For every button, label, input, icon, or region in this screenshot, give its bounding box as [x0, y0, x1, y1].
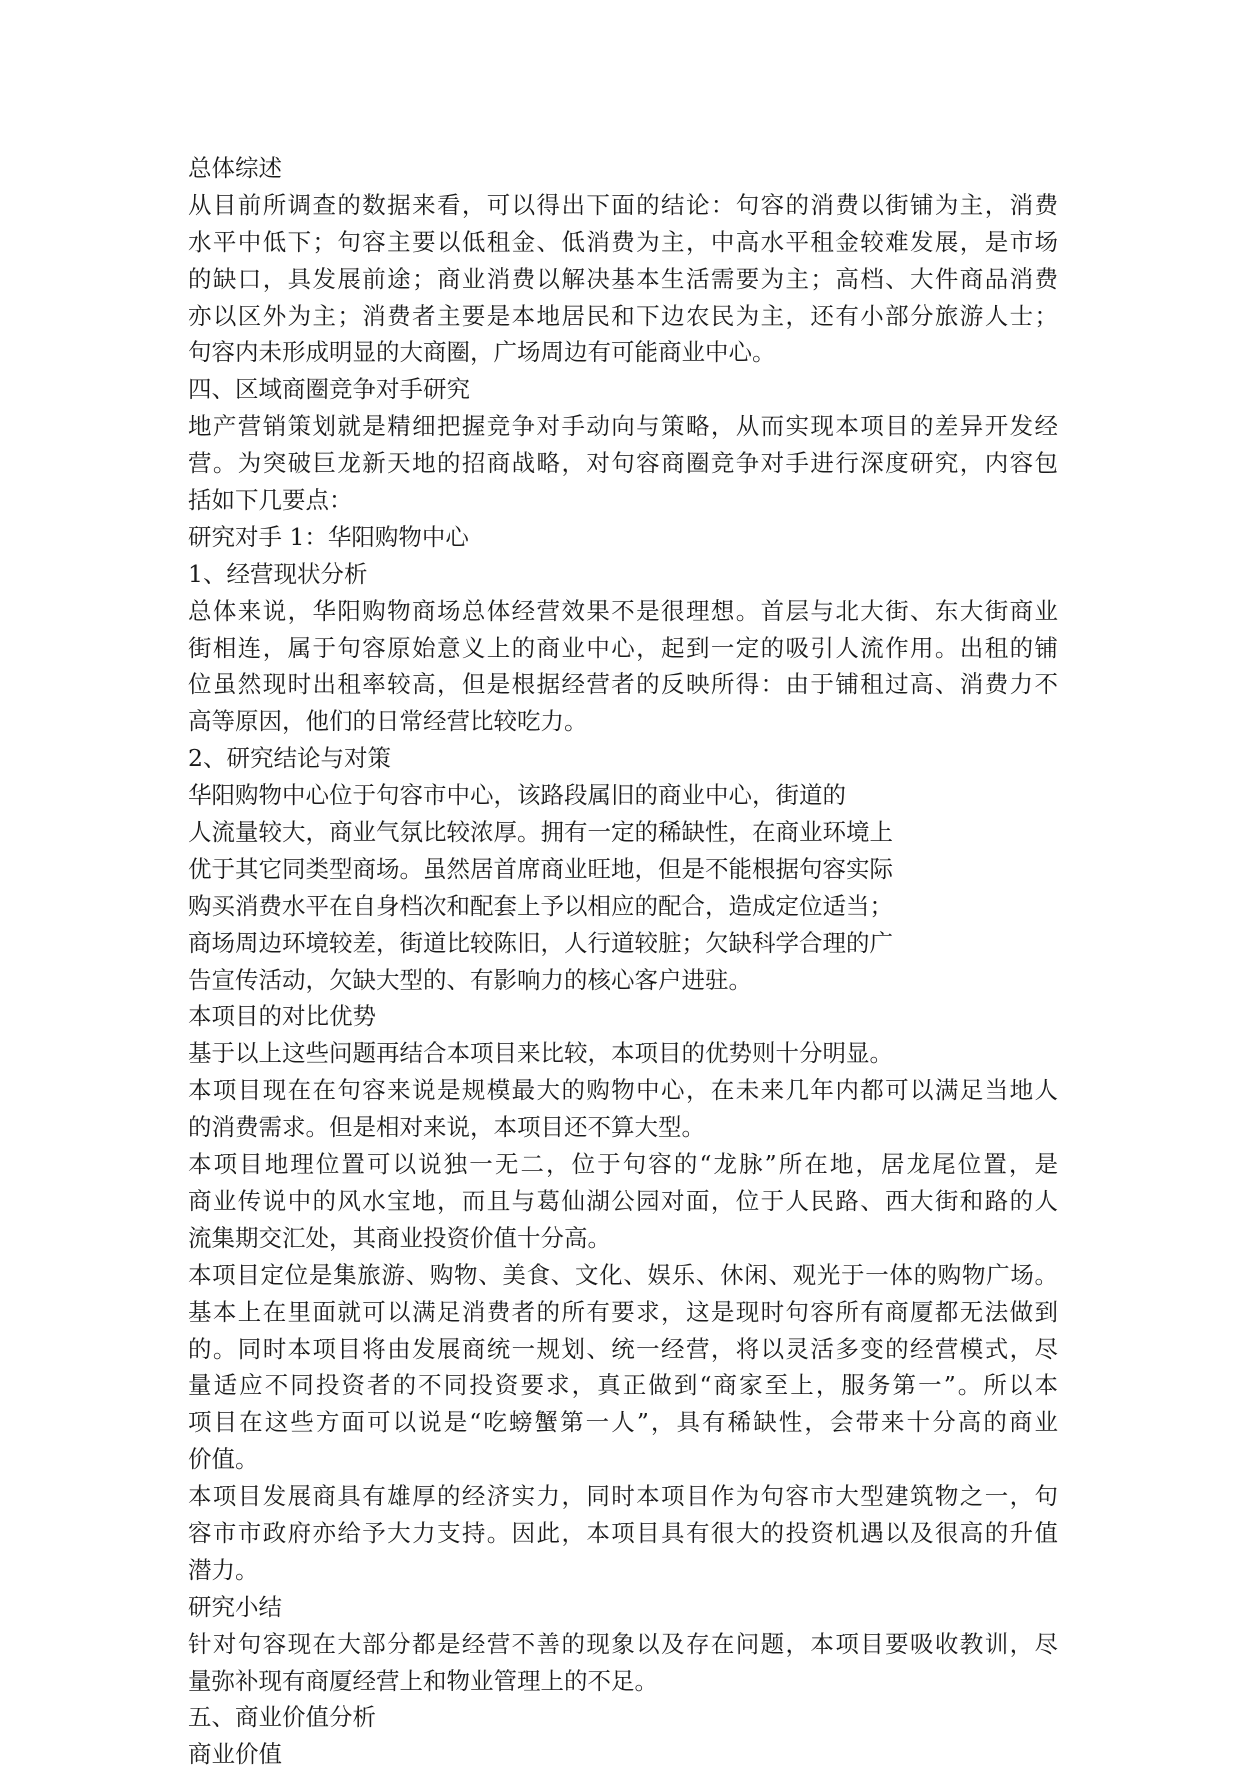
subheading-conclusion: 2、研究结论与对策 — [188, 744, 391, 773]
paragraph-line: 的。同时本项目将由发展商统一规划、统一经营，将以灵活多变的经营模式，尽 — [188, 1334, 1058, 1363]
paragraph-line: 流集期交汇处，其商业投资价值十分高。 — [188, 1223, 611, 1252]
paragraph-line: 本项目定位是集旅游、购物、美食、文化、娱乐、休闲、观光于一体的购物广场。 — [188, 1260, 1058, 1289]
paragraph-line: 本项目地理位置可以说独一无二，位于句容的“龙脉”所在地，居龙尾位置，是 — [188, 1150, 1058, 1179]
paragraph-line: 的缺口，具发展前途；商业消费以解决基本生活需要为主；高档、大件商品消费 — [188, 264, 1058, 293]
paragraph-line: 优于其它同类型商场。虽然居首席商业旺地，但是不能根据句容实际 — [188, 854, 893, 883]
paragraph-line: 商场周边环境较差，街道比较陈旧，人行道较脏；欠缺科学合理的广 — [188, 928, 893, 957]
paragraph-line: 句容内未形成明显的大商圈，广场周边有可能商业中心。 — [188, 338, 776, 367]
paragraph-line: 括如下几要点： — [188, 486, 353, 515]
paragraph-line: 高等原因，他们的日常经营比较吃力。 — [188, 707, 588, 736]
section-heading-5: 五、商业价值分析 — [188, 1703, 376, 1732]
paragraph-line: 基于以上这些问题再结合本项目来比较，本项目的优势则十分明显。 — [188, 1039, 893, 1068]
document-body — [188, 150, 1058, 1773]
paragraph-line: 本项目现在在句容来说是规模最大的购物中心，在未来几年内都可以满足当地人 — [188, 1076, 1058, 1105]
paragraph-line: 针对句容现在大部分都是经营不善的现象以及存在问题，本项目要吸收教训，尽 — [188, 1629, 1058, 1658]
subheading-commercial-value: 商业价值 — [188, 1740, 282, 1769]
heading-overview: 总体综述 — [188, 154, 282, 182]
competitor-heading: 研究对手 1：华阳购物中心 — [188, 522, 469, 551]
section-heading-4: 四、区域商圈竞争对手研究 — [188, 375, 470, 404]
paragraph-line: 的消费需求。但是相对来说，本项目还不算大型。 — [188, 1113, 705, 1142]
subheading-status-analysis: 1、经营现状分析 — [188, 559, 368, 588]
paragraph-line: 容市市政府亦给予大力支持。因此，本项目具有很大的投资机遇以及很高的升值 — [188, 1518, 1058, 1547]
paragraph-line: 项目在这些方面可以说是“吃螃蟹第一人”，具有稀缺性，会带来十分高的商业 — [188, 1408, 1058, 1437]
paragraph-line: 位虽然现时出租率较高，但是根据经营者的反映所得：由于铺租过高、消费力不 — [188, 670, 1058, 699]
paragraph-line: 从目前所调查的数据来看，可以得出下面的结论：句容的消费以街铺为主，消费 — [188, 190, 1058, 219]
paragraph-line: 购买消费水平在自身档次和配套上予以相应的配合，造成定位适当； — [188, 891, 893, 920]
paragraph-line: 地产营销策划就是精细把握竞争对手动向与策略，从而实现本项目的差异开发经 — [188, 412, 1058, 441]
paragraph-line: 价值。 — [188, 1445, 259, 1474]
paragraph-line: 潜力。 — [188, 1555, 259, 1584]
paragraph-line: 商业传说中的风水宝地，而且与葛仙湖公园对面，位于人民路、西大街和路的人 — [188, 1186, 1058, 1215]
paragraph-line: 基本上在里面就可以满足消费者的所有要求，这是现时句容所有商厦都无法做到 — [188, 1297, 1058, 1326]
paragraph-line: 量弥补现有商厦经营上和物业管理上的不足。 — [188, 1666, 658, 1695]
paragraph-line: 总体来说，华阳购物商场总体经营效果不是很理想。首层与北大街、东大街商业 — [188, 596, 1058, 625]
paragraph-line: 本项目发展商具有雄厚的经济实力，同时本项目作为句容市大型建筑物之一，句 — [188, 1482, 1058, 1511]
paragraph-line: 水平中低下；句容主要以低租金、低消费为主，中高水平租金较难发展，是市场 — [188, 227, 1058, 256]
paragraph-line: 告宣传活动，欠缺大型的、有影响力的核心客户进驻。 — [188, 965, 752, 994]
paragraph-line: 亦以区外为主；消费者主要是本地居民和下边农民为主，还有小部分旅游人士； — [188, 301, 1058, 330]
paragraph-line: 华阳购物中心位于句容市中心，该路段属旧的商业中心，街道的 — [188, 781, 846, 810]
subheading-summary: 研究小结 — [188, 1592, 282, 1621]
paragraph-line: 量适应不同投资者的不同投资要求，真正做到“商家至上，服务第一”。所以本 — [188, 1371, 1058, 1400]
paragraph-line: 营。为突破巨龙新天地的招商战略，对句容商圈竞争对手进行深度研究，内容包 — [188, 449, 1058, 478]
paragraph-line: 人流量较大，商业气氛比较浓厚。拥有一定的稀缺性，在商业环境上 — [188, 818, 893, 847]
paragraph-line: 街相连，属于句容原始意义上的商业中心，起到一定的吸引人流作用。出租的铺 — [188, 633, 1058, 662]
subheading-advantages: 本项目的对比优势 — [188, 1002, 376, 1031]
